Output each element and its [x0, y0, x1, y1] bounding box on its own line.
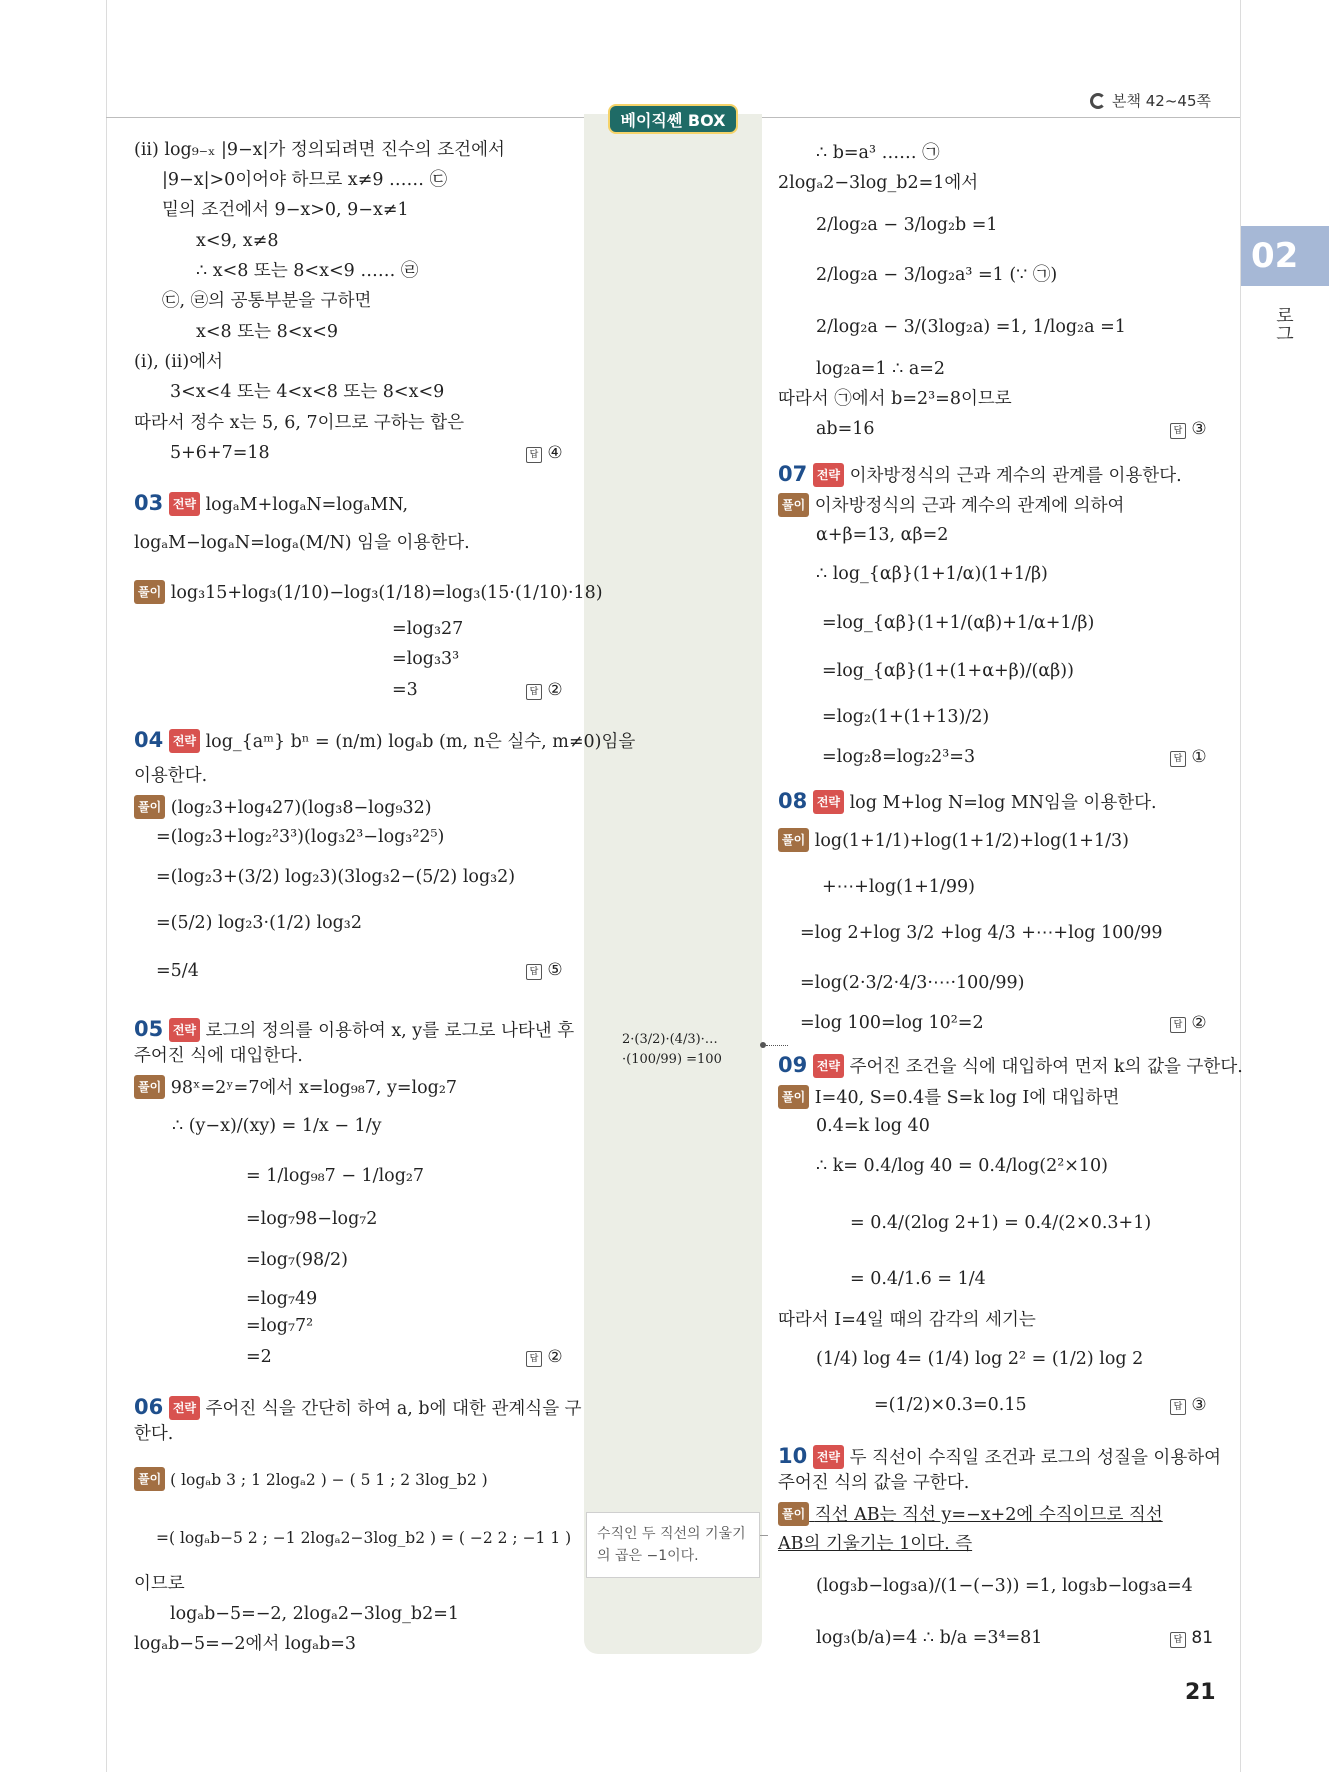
solution-line: ∴ b=a³ …… ㉠	[816, 143, 940, 163]
solution-line: (1/4) log 4= (1/4) log 2² = (1/2) log 2	[816, 1349, 1144, 1369]
solution-line: 0.4=k log 40	[816, 1116, 930, 1136]
problem-05-header	[134, 1018, 574, 1042]
solution-line: 풀이 I=40, S=0.4를 S=k log I에 대입하면	[778, 1085, 1119, 1109]
strategy-tag: 전략	[813, 463, 844, 487]
strategy-text: log_{aᵐ} bⁿ = (n/m) logₐb (m, n은 실수, m≠0)임을	[205, 732, 636, 752]
solution-line: =2	[246, 1347, 272, 1367]
problem-number: 03	[134, 491, 164, 515]
page-left-border	[106, 0, 107, 1772]
side-note: 수직인 두 직선의 기울기의 곱은 −1이다.	[586, 1512, 760, 1578]
solution-tag: 풀이	[778, 493, 809, 517]
problem-07-header	[778, 463, 1182, 487]
problem-number: 10	[778, 1444, 808, 1468]
text-line: (i), (ii)에서	[134, 352, 224, 372]
solution-tag: 풀이	[778, 828, 809, 852]
text-line: 따라서 정수 x는 5, 6, 7이므로 구하는 합은	[134, 413, 465, 433]
strategy-text: logₐM−logₐN=logₐ(M/N) 임을 이용한다.	[134, 533, 470, 553]
strategy-text: 로그의 정의를 이용하여 x, y를 로그로 나타낸 후	[205, 1021, 575, 1041]
strategy-text: 주어진 식의 값을 구한다.	[778, 1473, 970, 1493]
basic-box-badge: 베이직쎈 BOX	[608, 104, 738, 134]
solution-line: 풀이 98ˣ=2ʸ=7에서 x=log₉₈7, y=log₂7	[134, 1075, 457, 1099]
solution-line: =log₇(98/2)	[246, 1250, 348, 1270]
text-line: 밑의 조건에서 9−x>0, 9−x≠1	[162, 200, 409, 220]
solution-line: =log₂8=log₂2³=3	[822, 747, 976, 767]
solution-tag: 풀이	[134, 580, 165, 604]
solution-line: log₂a=1 ∴ a=2	[816, 359, 946, 379]
solution-line: ∴ k= 0.4/log 40 = 0.4/log(2²×10)	[816, 1156, 1109, 1176]
strategy-text: 두 직선이 수직일 조건과 로그의 성질을 이용하여	[849, 1448, 1222, 1468]
problem-number: 04	[134, 728, 164, 752]
solution-line: =(1/2)×0.3=0.15	[874, 1395, 1027, 1415]
chapter-tab[interactable]: 02	[1241, 226, 1329, 286]
solution-line: ∴ (y−x)/(xy) = 1/x − 1/y	[172, 1116, 382, 1136]
solution-line: = 1/log₉₈7 − 1/log₂7	[246, 1166, 425, 1186]
connector-line	[766, 1045, 788, 1046]
strategy-text: logₐM+logₐN=logₐMN,	[205, 495, 409, 515]
problem-08-header	[778, 790, 1157, 814]
problem-number: 05	[134, 1017, 164, 1041]
strategy-text: 주어진 식을 간단히 하여 a, b에 대한 관계식을 구	[205, 1399, 582, 1419]
solution-tag: 풀이	[134, 795, 165, 819]
solution-line: =log_{αβ}(1+1/(αβ)+1/α+1/β)	[822, 613, 1095, 633]
solution-line: 풀이 log₃15+log₃(1/10)−log₃(1/18)=log₃(15·(1/10)·18)	[134, 580, 603, 604]
strategy-tag: 전략	[813, 790, 844, 814]
answer-08: 답 ②	[1170, 1013, 1207, 1033]
strategy-text: 한다.	[134, 1424, 174, 1444]
problem-06-header	[134, 1396, 582, 1420]
strategy-tag: 전략	[813, 1445, 844, 1469]
strategy-tag: 전략	[169, 492, 200, 516]
problem-04-header	[134, 729, 635, 753]
problem-03-header	[134, 492, 408, 516]
solution-tag: 풀이	[778, 1085, 809, 1109]
solution-line: =log 2+log 3/2 +log 4/3 +⋯+log 100/99	[800, 923, 1163, 943]
note-connector	[760, 1535, 768, 1536]
answer-05: 답 ②	[526, 1347, 563, 1367]
solution-line: 풀이 (log₂3+log₄27)(log₃8−log₉32)	[134, 795, 432, 819]
solution-line: =log₇49	[246, 1289, 318, 1309]
text-line: ㉢, ㉣의 공통부분을 구하면	[162, 291, 372, 311]
solution-line: =log₇7²	[246, 1316, 314, 1336]
solution-line: =log_{αβ}(1+(1+α+β)/(αβ))	[822, 661, 1074, 681]
problem-10-header	[778, 1445, 1221, 1469]
solution-line: =5/4	[156, 961, 199, 981]
solution-line: 2/log₂a − 3/(3log₂a) =1, 1/log₂a =1	[816, 317, 1126, 337]
chapter-title: 로그	[1273, 306, 1294, 342]
strategy-text: 이용한다.	[134, 766, 208, 786]
solution-line: 풀이 직선 AB는 직선 y=−x+2에 수직이므로 직선	[778, 1502, 1163, 1526]
text-line: x<8 또는 8<x<9	[196, 322, 339, 342]
problem-number: 07	[778, 462, 808, 486]
problem-number: 09	[778, 1053, 808, 1077]
answer-06: 답 ③	[1170, 419, 1207, 439]
strategy-tag: 전략	[169, 1018, 200, 1042]
page-reference-text: 본책 42~45쪽	[1112, 92, 1211, 110]
strategy-tag: 전략	[813, 1054, 844, 1078]
solution-line: =(log₂3+log₂²3³)(log₃2³−log₃²2⁵)	[156, 827, 445, 847]
answer-07: 답 ①	[1170, 747, 1207, 767]
solution-line: log₃(b/a)=4 ∴ b/a =3⁴=81	[816, 1628, 1043, 1648]
text-line: x<9, x≠8	[196, 231, 279, 251]
solution-line: =3	[392, 680, 418, 700]
answer-02: 답 ④	[526, 443, 563, 463]
strategy-tag: 전략	[169, 1396, 200, 1420]
solution-line: 이므로	[134, 1574, 185, 1594]
solution-line: 2/log₂a − 3/log₂a³ =1 (∵ ㉠)	[816, 265, 1058, 285]
text-line: ∴ x<8 또는 8<x<9 …… ㉣	[196, 261, 419, 281]
solution-line: 2/log₂a − 3/log₂b =1	[816, 215, 998, 235]
solution-line: AB의 기울기는 1이다. 즉	[778, 1534, 973, 1554]
solution-line: =log 100=log 10²=2	[800, 1013, 984, 1033]
solution-line: 풀이 ( logₐb 3 ; 1 2logₐ2 ) − ( 5 1 ; 2 3log_b2 )	[134, 1467, 488, 1491]
solution-line: logₐb−5=−2, 2logₐ2−3log_b2=1	[170, 1604, 460, 1624]
solution-line: = 0.4/1.6 = 1/4	[850, 1269, 986, 1289]
solution-line: ab=16	[816, 419, 875, 439]
solution-tag: 풀이	[134, 1467, 165, 1491]
answer-03: 답 ②	[526, 680, 563, 700]
strategy-text: 이차방정식의 근과 계수의 관계를 이용한다.	[849, 466, 1182, 486]
solution-line: (log₃b−log₃a)/(1−(−3)) =1, log₃b−log₃a=4	[816, 1576, 1193, 1596]
solution-line: =log₃3³	[392, 649, 460, 669]
page-reference	[1090, 90, 1211, 111]
text-line: 5+6+7=18	[170, 443, 270, 463]
text-line: 3<x<4 또는 4<x<8 또는 8<x<9	[170, 382, 445, 402]
solution-line: = 0.4/(2log 2+1) = 0.4/(2×0.3+1)	[850, 1213, 1152, 1233]
problem-09-header	[778, 1054, 1243, 1078]
solution-line: ∴ log_{αβ}(1+1/α)(1+1/β)	[816, 564, 1048, 584]
solution-line: =log₇98−log₇2	[246, 1209, 378, 1229]
page-number: 21	[1185, 1680, 1216, 1705]
reference-icon	[1090, 93, 1106, 109]
solution-line: =log₂(1+(1+13)/2)	[822, 707, 990, 727]
problem-number: 08	[778, 789, 808, 813]
problem-number: 06	[134, 1395, 164, 1419]
text-line: |9−x|>0이어야 하므로 x≠9 …… ㉢	[162, 170, 448, 190]
solution-tag: 풀이	[778, 1502, 809, 1526]
strategy-text: 주어진 조건을 식에 대입하여 먼저 k의 값을 구한다.	[849, 1057, 1243, 1077]
strategy-text: log M+log N=log MN임을 이용한다.	[849, 793, 1157, 813]
side-calculation: 2·(3/2)·(4/3)·…·(100/99) =100	[622, 1032, 722, 1067]
solution-line: =( logₐb−5 2 ; −1 2logₐ2−3log_b2 ) = ( −2 2 ; −1 1 )	[156, 1529, 572, 1547]
solution-line: =(log₂3+(3/2) log₂3)(3log₃2−(5/2) log₃2)	[156, 867, 516, 887]
solution-line: logₐb−5=−2에서 logₐb=3	[134, 1634, 357, 1654]
solution-line: 2logₐ2−3log_b2=1에서	[778, 173, 979, 193]
answer-10: 답 81	[1170, 1628, 1213, 1648]
solution-line: 풀이 log(1+1/1)+log(1+1/2)+log(1+1/3)	[778, 828, 1129, 852]
text-line: (ii) log₉₋ₓ |9−x|가 정의되려면 진수의 조건에서	[134, 140, 505, 160]
solution-line: 따라서 ㉠에서 b=2³=8이므로	[778, 389, 1012, 409]
solution-line: 풀이 이차방정식의 근과 계수의 관계에 의하여	[778, 493, 1124, 517]
strategy-tag: 전략	[169, 729, 200, 753]
solution-tag: 풀이	[134, 1075, 165, 1099]
solution-line: +⋯+log(1+1/99)	[822, 877, 975, 897]
solution-line: =(5/2) log₂3·(1/2) log₃2	[156, 913, 362, 933]
solution-line: 따라서 I=4일 때의 감각의 세기는	[778, 1310, 1036, 1330]
solution-line: =log(2·3/2·4/3·⋯·100/99)	[800, 973, 1025, 993]
answer-04: 답 ⑤	[526, 960, 563, 980]
basic-box-column	[584, 114, 762, 1654]
strategy-text: 주어진 식에 대입한다.	[134, 1046, 303, 1066]
solution-line: =log₃27	[392, 619, 464, 639]
solution-line: α+β=13, αβ=2	[816, 525, 949, 545]
answer-09: 답 ③	[1170, 1395, 1207, 1415]
